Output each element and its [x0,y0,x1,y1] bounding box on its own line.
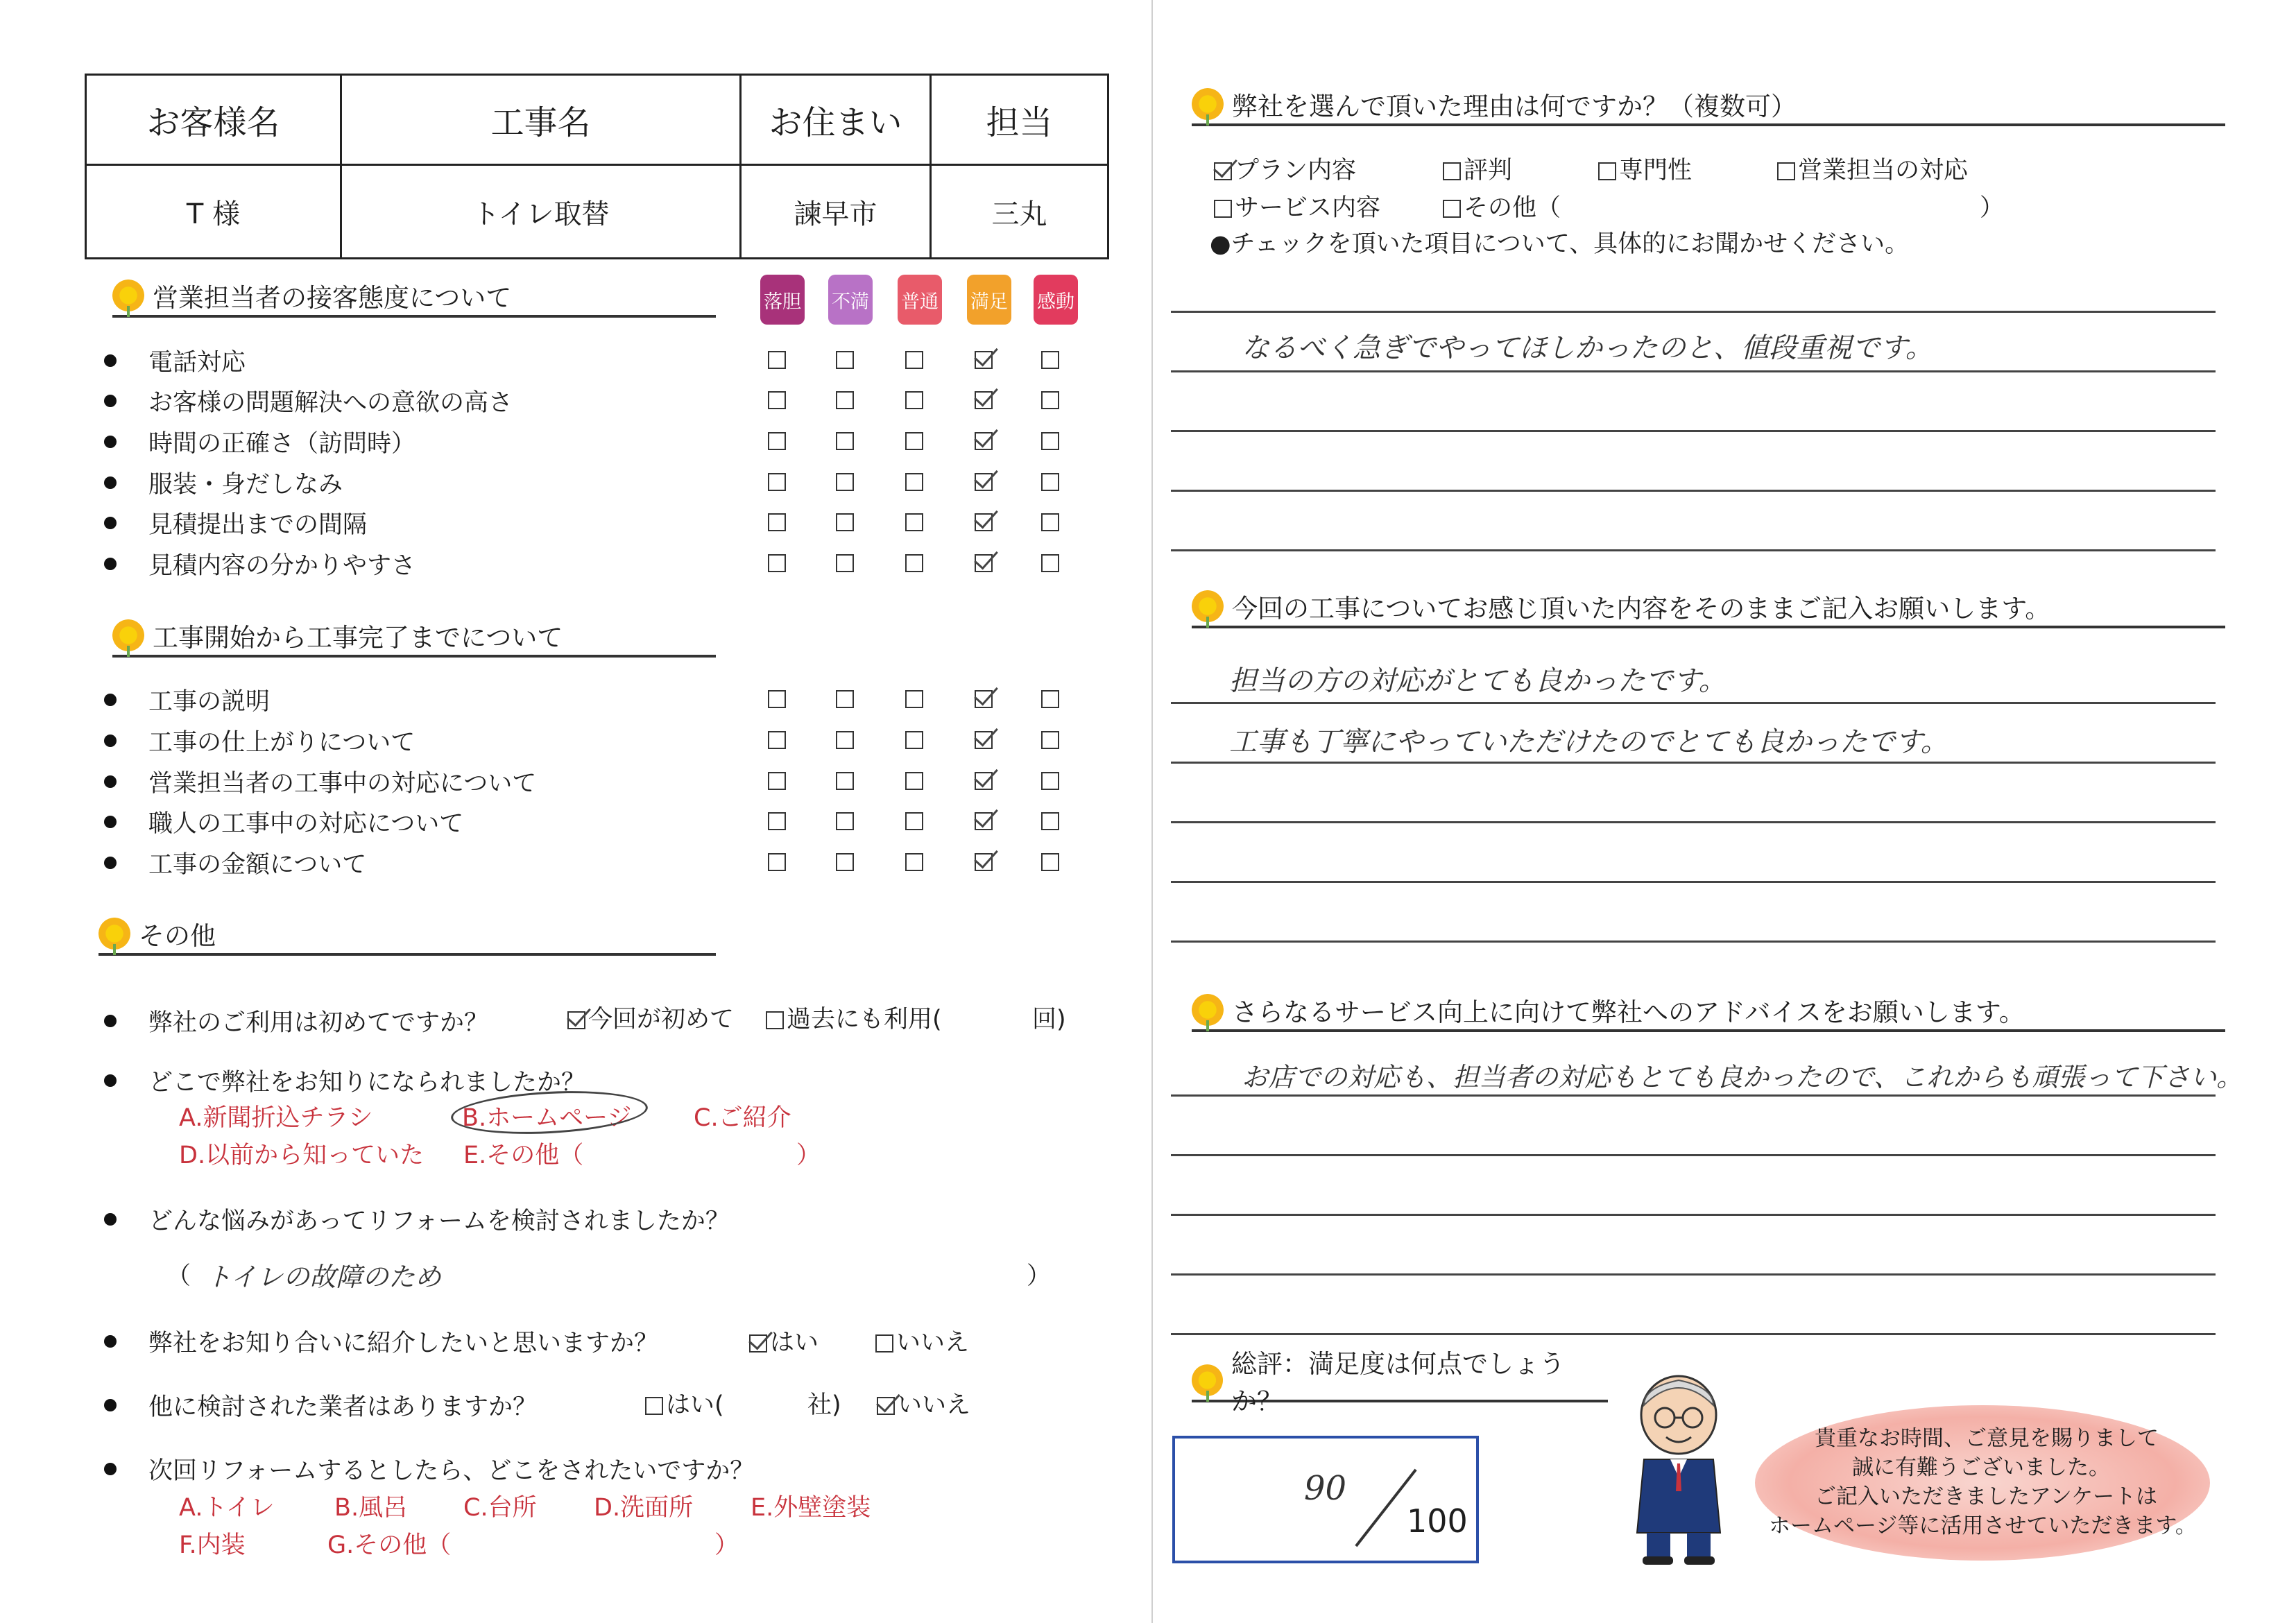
option-first-time[interactable]: 今回が初めて [567,1000,734,1035]
customer-info-table [85,74,1109,259]
residence-value: 諫早市 [741,165,931,259]
sales-rating-checkbox[interactable] [1041,473,1059,491]
sales-rating-checkbox[interactable] [1041,391,1059,409]
construction-rating-checkbox[interactable] [768,772,786,790]
option-other-close: ） [796,1142,821,1169]
option-sales-response[interactable]: 営業担当の対応 [1777,151,1968,186]
bullet-icon [104,694,117,706]
flower-icon [1192,88,1224,120]
sales-rating-checkbox[interactable] [975,554,993,572]
checkbox[interactable] [1777,162,1795,180]
flower-icon [1192,590,1224,622]
bullet-icon [104,436,117,448]
impression-answer-line-2[interactable]: 工事も丁寧にやっていただけたのでとても良かったです。 [1229,726,1948,758]
construction-rating-checkbox[interactable] [836,690,854,708]
construction-rating-checkbox[interactable] [768,690,786,708]
bullet-icon [104,816,117,828]
answer-line [1171,1094,2216,1097]
other-section-title: その他 [139,921,216,951]
construction-rating-checkbox[interactable] [905,772,923,790]
option-expertise[interactable]: 専門性 [1598,151,1692,186]
answer-line [1171,941,2216,943]
impression-section-title: 今回の工事についてお感じ頂いた内容をそのままご記入お願いします。 [1232,594,2051,624]
option-reason-other-close: ） [1980,194,2005,222]
list-item: 服装・身だしなみ [104,469,343,497]
construction-rating-checkbox[interactable] [1041,812,1059,830]
list-item: 職人の工事中の対応について [104,808,463,836]
construction-rating-checkbox[interactable] [975,853,993,871]
question-other-vendors: 他に検討された業者はありますか？ [104,1391,537,1419]
construction-rating-checkbox[interactable] [975,812,993,830]
checkbox-checked[interactable] [877,1397,895,1415]
option-vendors-no[interactable]: いいえ [877,1386,970,1420]
construction-rating-checkbox[interactable] [768,812,786,830]
answer-line [1171,490,2216,492]
option-referral[interactable]: C.ご紹介 [694,1104,791,1132]
construction-rating-checkbox[interactable] [975,731,993,749]
rating-badge-3: 普通 [898,275,942,325]
option-toilet[interactable]: A.トイレ [179,1494,275,1522]
thanks-line-1: 貴重なお時間、ご意見を賜りまして [1815,1426,2159,1451]
impression-section-header [1192,587,2225,628]
bullet-icon [104,857,117,869]
sales-rating-checkbox[interactable] [836,432,854,450]
checkbox[interactable] [1214,200,1232,218]
bullet-icon [104,354,117,367]
answer-line [1171,430,2216,432]
sales-rating-checkbox[interactable] [905,513,923,531]
work-name-value: トイレ取替 [341,165,741,259]
bullet-icon [104,1335,117,1348]
customer-name-value: T 様 [86,165,341,259]
checkbox[interactable] [645,1397,663,1415]
sales-section-title: 営業担当者の接客態度について [153,283,512,313]
construction-rating-checkbox[interactable] [1041,731,1059,749]
sales-rating-checkbox[interactable] [975,473,993,491]
construction-rating-checkbox[interactable] [836,853,854,871]
bullet-icon [104,558,117,570]
rating-badge-1: 落胆 [760,275,805,325]
score-section-header [1192,1349,1608,1416]
checkbox-checked[interactable] [749,1334,767,1352]
sales-rating-checkbox[interactable] [836,513,854,531]
sales-rating-checkbox[interactable] [975,432,993,450]
answer-line [1171,881,2216,883]
sales-rating-checkbox[interactable] [1041,351,1059,369]
impression-answer-line-1[interactable]: 担当の方の対応がとても良かったです。 [1229,665,1727,697]
sales-rating-checkbox[interactable] [768,473,786,491]
option-recommend-no[interactable]: いいえ [875,1323,969,1358]
option-interior[interactable]: F.内装 [179,1531,246,1559]
bullet-icon [104,517,117,529]
score-section-title: 総評：満足度は何点でしょうか？ [1231,1349,1565,1416]
sales-rating-checkbox[interactable] [768,513,786,531]
bullet-icon [104,735,117,747]
bullet-icon [104,1015,117,1027]
sales-rating-checkbox[interactable] [905,554,923,572]
option-newspaper[interactable]: A.新聞折込チラシ [179,1104,373,1132]
concern-open-paren: （ [166,1262,191,1290]
question-concern: どんな悩みがあってリフォームを検討されましたか？ [104,1205,730,1233]
reason-section-header [1192,85,2225,126]
option-exterior-paint[interactable]: E.外壁塗装 [751,1494,871,1522]
bullet-icon [104,476,117,489]
sales-rating-checkbox[interactable] [1041,513,1059,531]
sales-rating-checkbox[interactable] [768,391,786,409]
construction-section-title: 工事開始から工事完了までについて [153,623,563,653]
option-recommend-yes[interactable]: はい [749,1323,819,1358]
sales-rating-checkbox[interactable] [836,391,854,409]
list-item: 見積提出までの間隔 [104,509,367,537]
checkbox[interactable] [875,1334,893,1352]
sales-rating-checkbox[interactable] [975,391,993,409]
sales-rating-checkbox[interactable] [768,351,786,369]
construction-rating-checkbox[interactable] [768,853,786,871]
list-item: 見積内容の分かりやすさ [104,550,415,578]
sales-rating-checkbox[interactable] [975,513,993,531]
list-item: お客様の問題解決への意欲の高さ [104,387,513,415]
bullet-icon [104,1463,117,1475]
concern-answer[interactable]: トイレの故障のため [205,1262,442,1292]
header-work-name: 工事名 [341,75,741,165]
score-max: 100 [1407,1502,1468,1540]
flower-icon [112,280,144,311]
answer-line [1171,1273,2216,1276]
answer-line [1171,311,2216,313]
rating-badge-2: 不満 [828,275,873,325]
construction-rating-checkbox[interactable] [975,690,993,708]
list-item: 電話対応 [104,347,246,375]
checkbox[interactable] [766,1011,784,1029]
option-homepage[interactable]: B.ホームページ [462,1104,632,1132]
answer-line [1171,370,2216,372]
option-plan[interactable]: プラン内容 [1214,151,1356,186]
question-first-use: 弊社のご利用は初めてですか？ [104,1007,488,1035]
option-next-other[interactable]: G.その他（ [327,1531,452,1559]
construction-rating-checkbox[interactable] [905,853,923,871]
checkbox[interactable] [1443,162,1461,180]
option-bath[interactable]: B.風呂 [334,1494,408,1522]
sales-rating-checkbox[interactable] [905,351,923,369]
construction-section-header [112,616,716,658]
flower-icon [98,918,130,950]
construction-rating-checkbox[interactable] [836,731,854,749]
option-known-before[interactable]: D.以前から知っていた [179,1142,425,1169]
sales-rating-checkbox[interactable] [905,432,923,450]
mascot-illustration [1616,1373,1741,1568]
page-divider [1151,0,1153,1623]
sales-rating-checkbox[interactable] [768,554,786,572]
option-next-other-close: ） [714,1531,739,1559]
list-item: 工事の仕上がりについて [104,727,415,755]
sales-rating-checkbox[interactable] [975,351,993,369]
sales-rating-checkbox[interactable] [836,554,854,572]
rating-badge-4: 満足 [967,275,1011,325]
checkbox[interactable] [1443,200,1461,218]
advice-section-title: さらなるサービス向上に向けて弊社へのアドバイスをお願いします。 [1232,997,2025,1027]
advice-section-header [1192,990,2225,1032]
advice-answer[interactable]: お店での対応も、担当者の対応もとても良かったので、これからも頑張って下さい。 [1242,1062,2243,1092]
option-kitchen[interactable]: C.台所 [463,1494,537,1522]
thanks-line-2: 誠に有難うございました。 [1852,1455,2110,1480]
flower-icon [1192,1364,1223,1396]
construction-rating-checkbox[interactable] [836,772,854,790]
question-next-reform: 次回リフォームするとしたら、どこをされたいですか？ [104,1455,754,1483]
answer-line [1171,1214,2216,1216]
reason-section-title: 弊社を選んで頂いた理由は何ですか？（複数可） [1232,92,1797,121]
option-used-before-count-suffix: 回) [1032,1006,1066,1033]
other-section-header [98,914,716,956]
score-value[interactable]: 90 [1304,1469,1347,1508]
checkbox-checked[interactable] [1214,162,1232,180]
header-staff: 担当 [931,75,1108,165]
construction-rating-checkbox[interactable] [1041,772,1059,790]
construction-rating-checkbox[interactable] [1041,853,1059,871]
answer-line [1171,762,2216,764]
header-residence: お住まい [741,75,931,165]
reason-answer[interactable]: なるべく急ぎでやってほしかったのと、値段重視です。 [1242,332,1933,364]
staff-value: 三丸 [931,165,1108,259]
question-how-known: どこで弊社をお知りになられましたか？ [104,1067,585,1094]
answer-line [1171,1333,2216,1335]
option-other[interactable]: E.その他（ [463,1142,584,1169]
construction-rating-checkbox[interactable] [975,772,993,790]
question-recommend: 弊社をお知り合いに紹介したいと思いますか？ [104,1328,658,1355]
rating-badge-5: 感動 [1034,275,1078,325]
list-item: 時間の正確さ（訪問時） [104,428,415,456]
list-item: 工事の説明 [104,686,270,714]
concern-close-paren: ） [1027,1262,1052,1290]
option-service[interactable]: サービス内容 [1214,189,1380,223]
header-customer-name: お客様名 [86,75,341,165]
option-reason-other[interactable]: その他（ [1443,189,1561,223]
thanks-line-4: ホームページ等に活用させていただきます。 [1769,1513,2197,1538]
sales-rating-checkbox[interactable] [905,391,923,409]
option-reputation[interactable]: 評判 [1443,151,1512,186]
checkbox[interactable] [1598,162,1616,180]
checkbox-checked[interactable] [567,1011,585,1029]
thanks-line-3: ご記入いただきましたアンケートは [1815,1484,2158,1509]
sales-rating-checkbox[interactable] [768,432,786,450]
construction-rating-checkbox[interactable] [836,812,854,830]
construction-rating-checkbox[interactable] [1041,690,1059,708]
flower-icon [1192,994,1224,1026]
flower-icon [112,619,144,651]
bullet-icon [104,1074,117,1087]
answer-line [1171,549,2216,551]
bullet-icon [104,395,117,407]
answer-line [1171,1154,2216,1156]
construction-rating-checkbox[interactable] [905,731,923,749]
bullet-icon [104,1213,117,1226]
sales-section-header [112,276,716,318]
sales-rating-checkbox[interactable] [1041,432,1059,450]
construction-rating-checkbox[interactable] [768,731,786,749]
sales-rating-checkbox[interactable] [836,473,854,491]
sales-rating-checkbox[interactable] [905,473,923,491]
list-item: 工事の金額について [104,849,366,877]
option-vendors-yes-suffix: 社) [807,1391,841,1419]
answer-line [1171,821,2216,823]
option-washroom[interactable]: D.洗面所 [594,1494,694,1522]
option-vendors-yes[interactable]: はい( [645,1386,724,1420]
sales-rating-checkbox[interactable] [836,351,854,369]
option-used-before[interactable]: 過去にも利用( [766,1000,942,1035]
list-item: 営業担当者の工事中の対応について [104,768,536,796]
construction-rating-checkbox[interactable] [905,690,923,708]
answer-line [1171,702,2216,704]
reason-detail-prompt: ●チェックを頂いた項目について、具体的にお聞かせください。 [1210,230,1910,258]
sales-rating-checkbox[interactable] [1041,554,1059,572]
bullet-icon [104,1399,117,1411]
bullet-icon [104,775,117,788]
construction-rating-checkbox[interactable] [905,812,923,830]
